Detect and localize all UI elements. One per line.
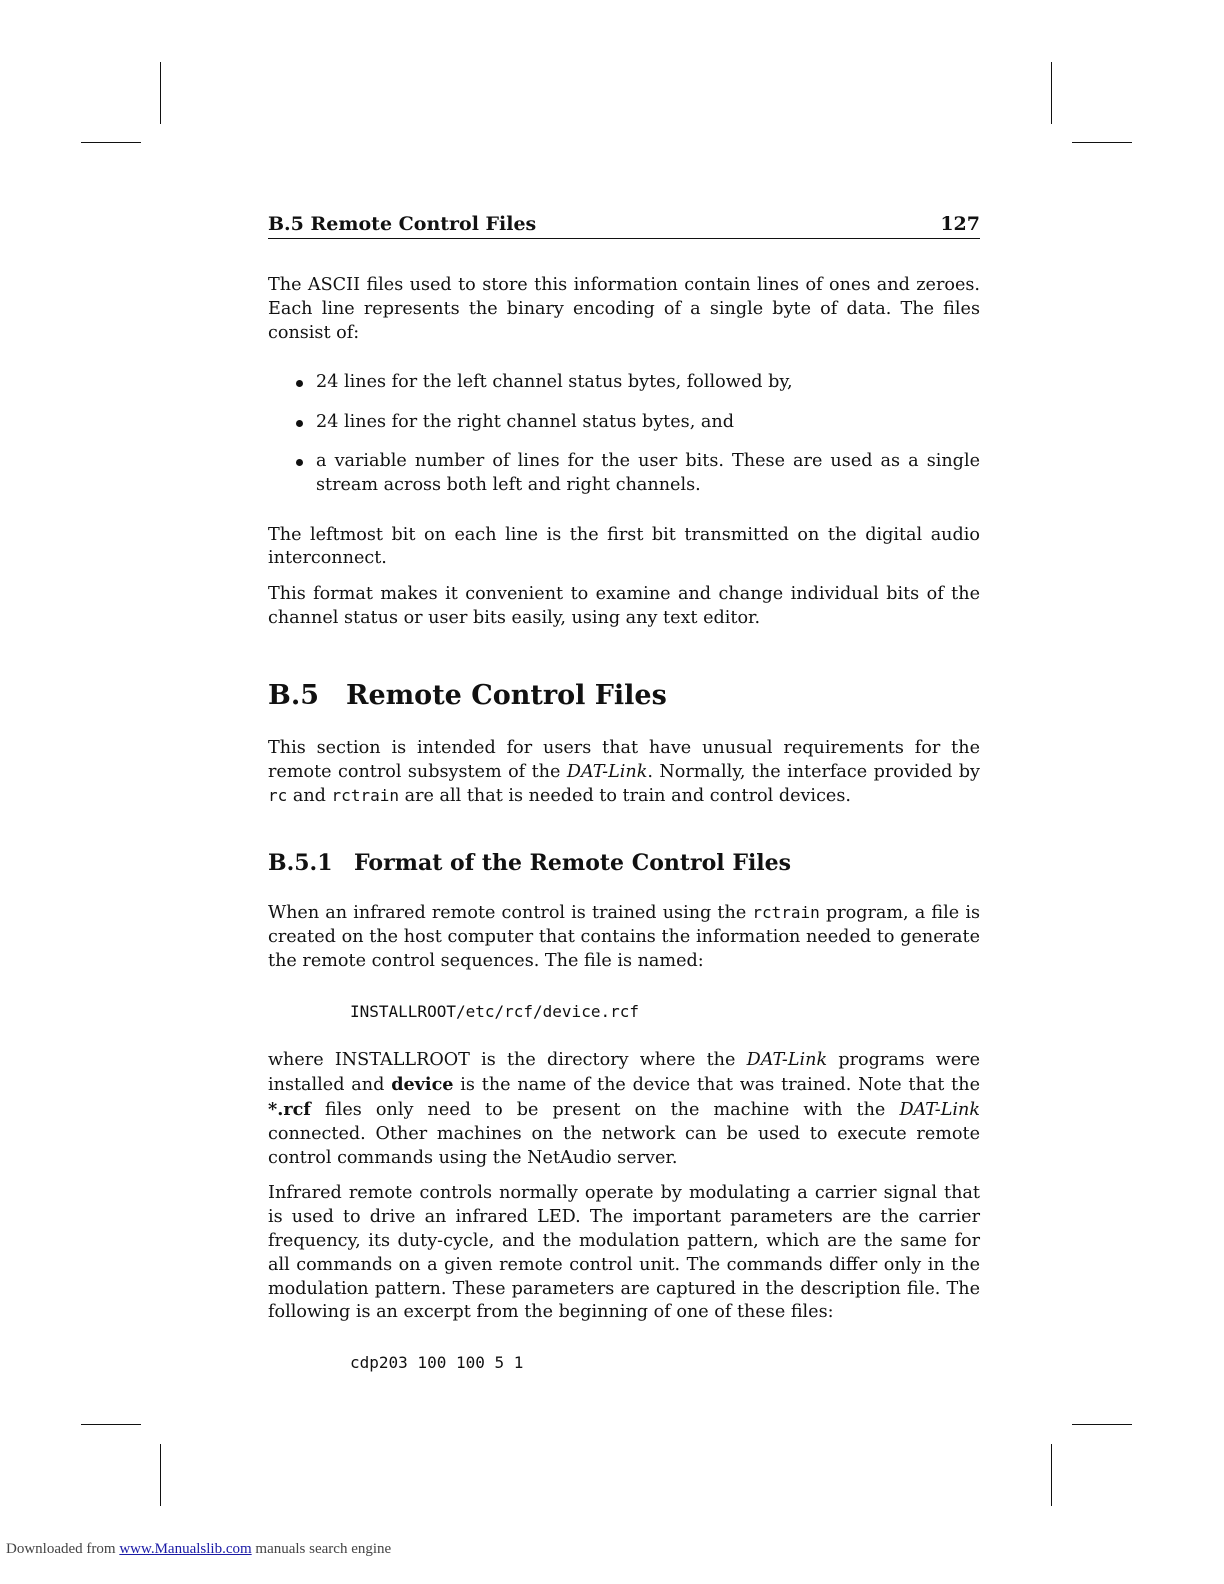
crop-mark xyxy=(81,142,141,143)
running-header-title: B.5 Remote Control Files xyxy=(268,213,537,235)
code-line: INSTALLROOT/etc/rcf/device.rcf xyxy=(350,1001,639,1021)
running-header xyxy=(268,212,980,239)
subsection-title: Format of the Remote Control Files xyxy=(354,850,792,877)
bullet-list xyxy=(268,371,980,497)
section-number: B.5 xyxy=(268,679,320,711)
crop-mark xyxy=(160,62,161,124)
paragraph: When an infrared remote control is trained using the rctrain program, a file is created on the host computer that contains the information needed to generate the remote control sequences. The file is named: xyxy=(268,903,980,971)
crop-mark xyxy=(1072,142,1132,143)
crop-mark xyxy=(1072,1424,1132,1425)
paragraph: Infrared remote controls normally operate by modulating a carrier signal that is used to drive an infrared LED. The important parameters are the carrier frequency, its duty-cycle, and the modulation pattern, which are the same for all commands on a given remote control unit. The commands differ only in the modulation pattern. These parameters are captured in the description file. The following is an excerpt from the beginning of one of these files: xyxy=(268,1183,980,1323)
paragraph: This section is intended for users that have unusual requirements for the remote control subsystem of the DAT-Link. Normally, the interface provided by rc and rctrain are all that is needed to train and control devices. xyxy=(268,737,980,807)
bullet-icon xyxy=(296,459,303,466)
intro-paragraph: The ASCII files used to store this information contain lines of ones and zeroes. Each line represents the binary encoding of a single byte of data. The files consist of: xyxy=(268,275,980,343)
subsection-number: B.5.1 xyxy=(268,850,333,877)
page-body xyxy=(268,274,980,1375)
list-item: 24 lines for the right channel status bytes, and xyxy=(268,411,980,435)
paragraph: The leftmost bit on each line is the first bit transmitted on the digital audio interconnect. xyxy=(268,524,980,569)
page-number: 127 xyxy=(940,213,980,235)
crop-mark xyxy=(81,1424,141,1425)
section-heading xyxy=(268,679,980,713)
paragraph: This format makes it convenient to examine and change individual bits of the channel status or user bits easily, using any text editor. xyxy=(268,584,980,628)
crop-mark xyxy=(160,1444,161,1506)
download-footer: Downloaded from www.Manualslib.com manuals search engine xyxy=(6,1541,392,1557)
paragraph: where INSTALLROOT is the directory where the DAT-Link programs were installed and device is the name of the device that was trained. Note that the *.rcf files only need to be present on the machine with the DAT-Link connected. Other machines on the network can be used to execute remote control commands using the NetAudio server. xyxy=(268,1050,980,1168)
manualslib-link[interactable]: www.Manualslib.com xyxy=(119,1541,252,1557)
crop-mark xyxy=(1051,62,1052,124)
section-title: Remote Control Files xyxy=(346,679,667,711)
bullet-icon xyxy=(296,380,303,387)
bullet-icon xyxy=(296,420,303,427)
list-item: a variable number of lines for the user bits. These are used as a single stream across both left and right channels. xyxy=(268,450,980,498)
code-line: cdp203 100 100 5 1 xyxy=(350,1353,524,1373)
list-item: 24 lines for the left channel status bytes, followed by, xyxy=(268,371,980,395)
crop-mark xyxy=(1051,1444,1052,1506)
subsection-heading xyxy=(268,849,980,877)
